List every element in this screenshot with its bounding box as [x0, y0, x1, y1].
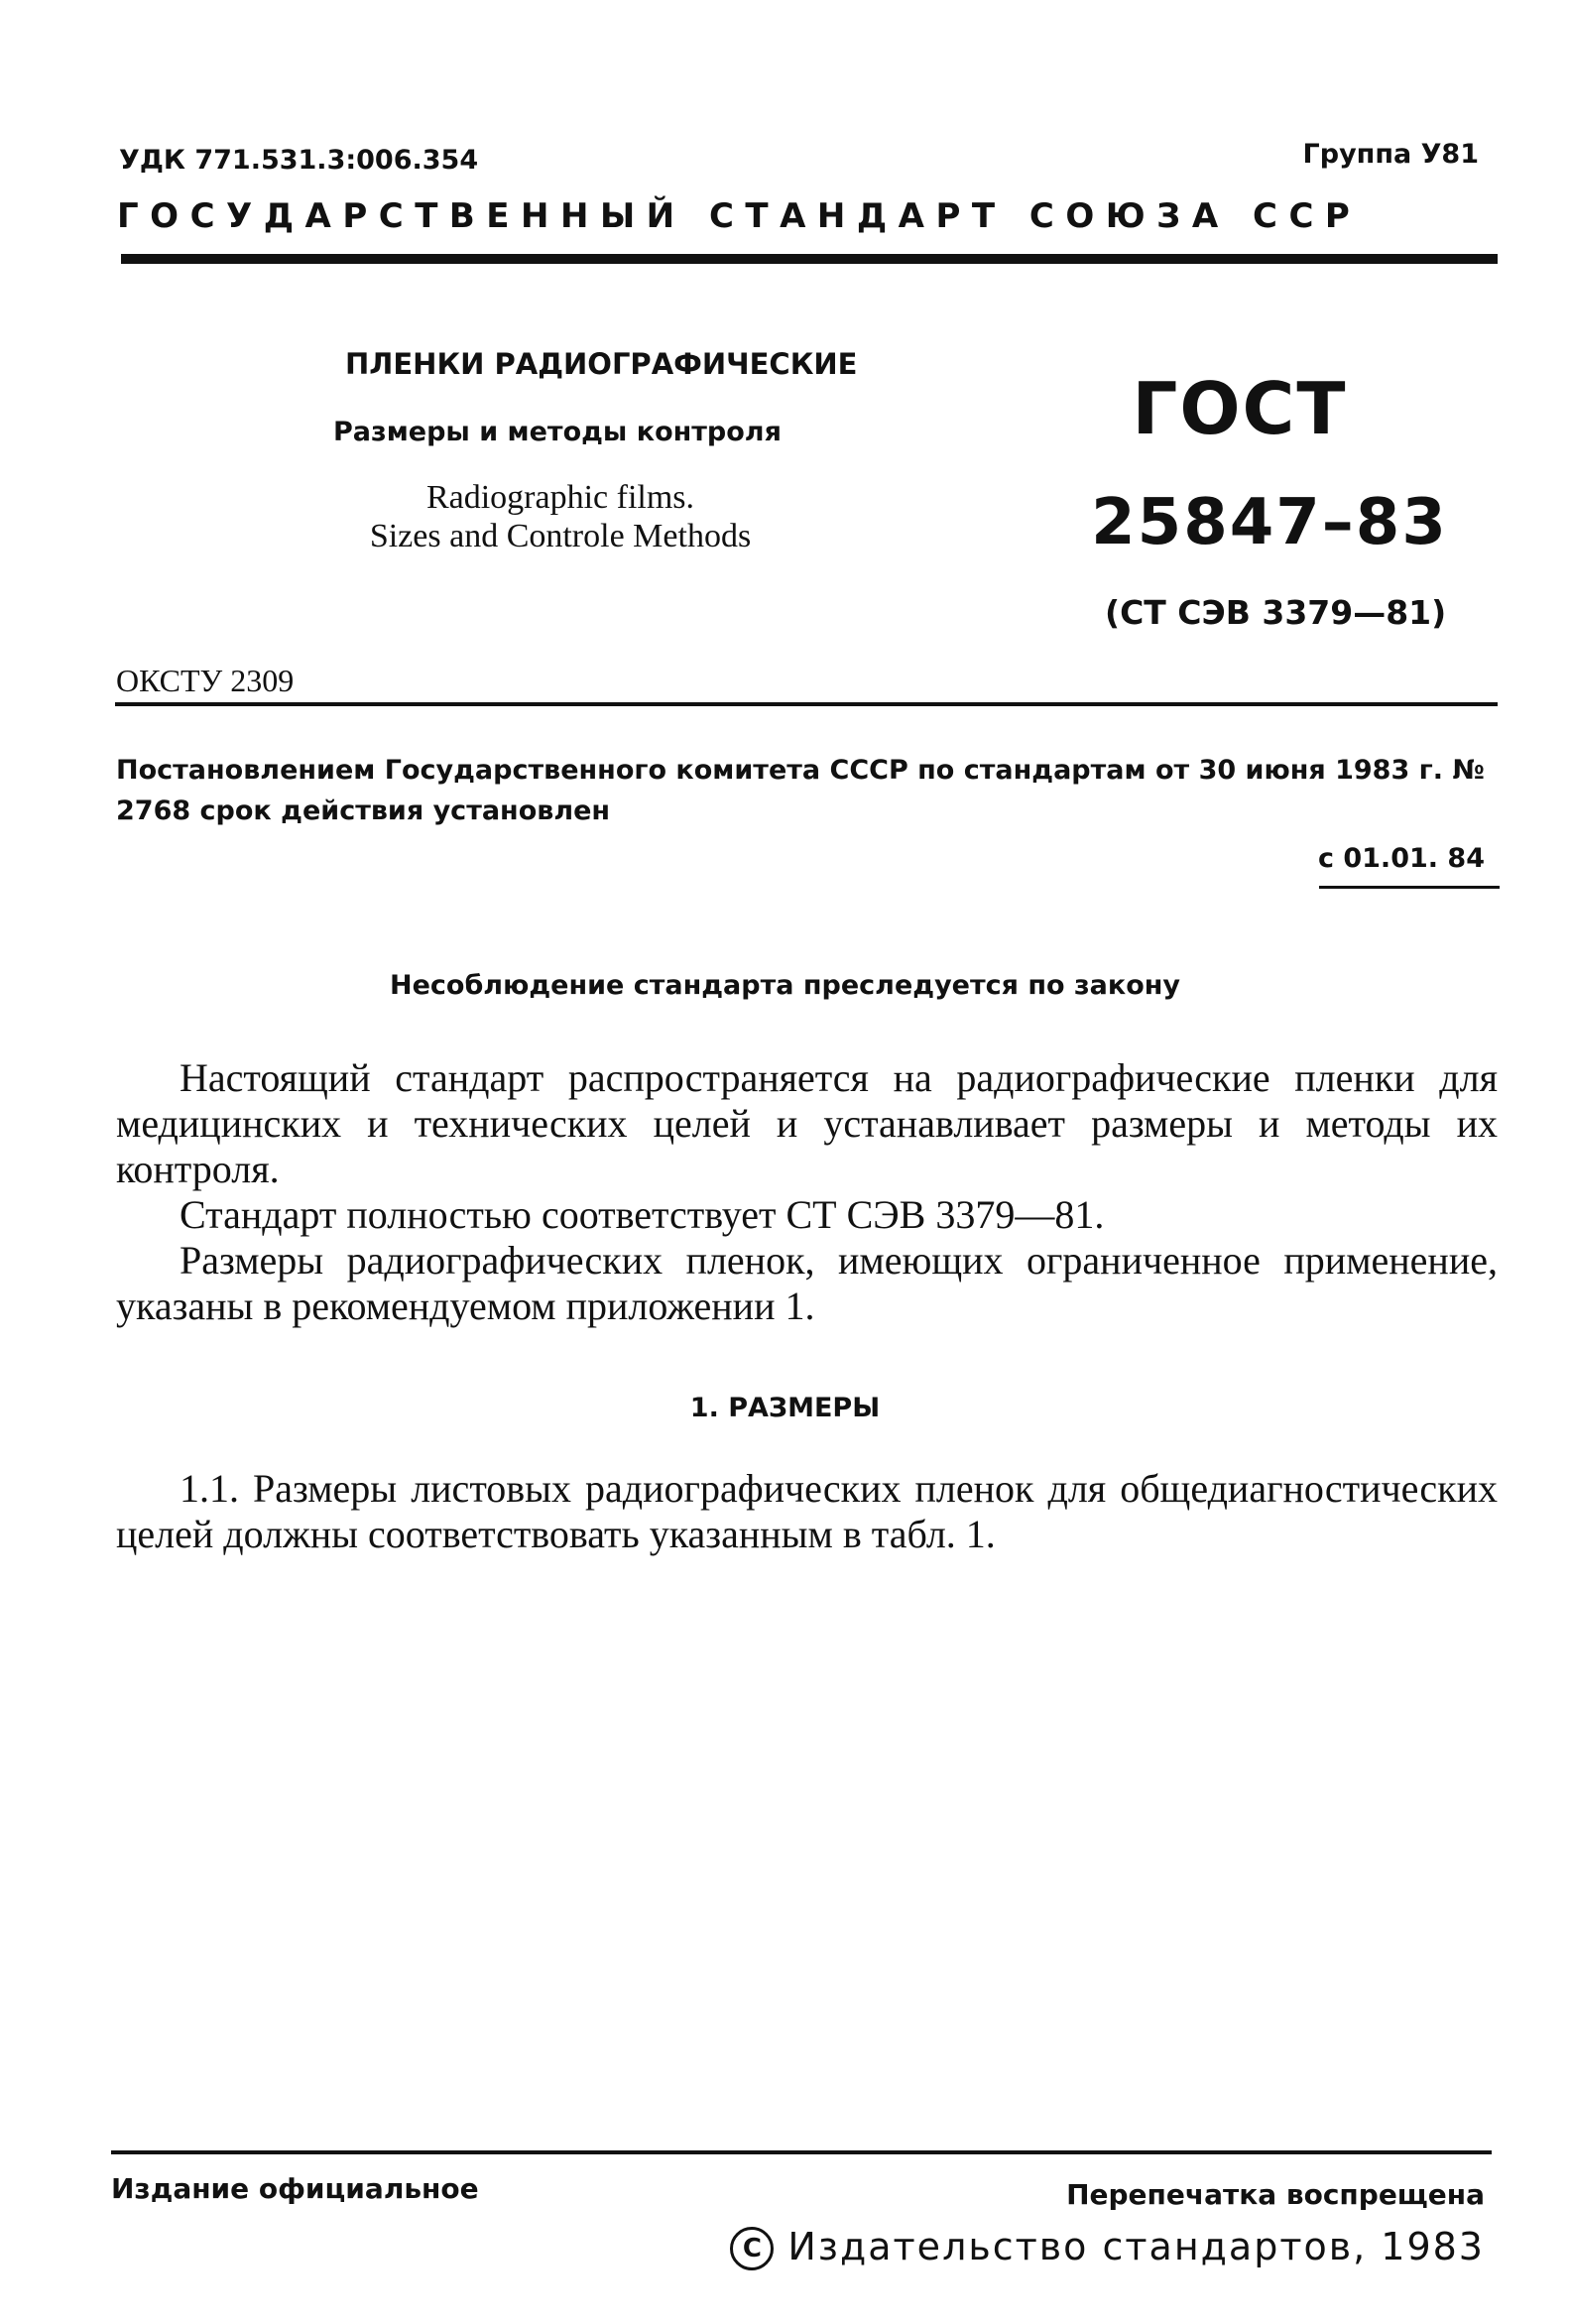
publisher-name: Издательство стандартов, 1983	[787, 2225, 1485, 2268]
body-paragraph-conformity: Стандарт полностью соответствует СТ СЭВ 3379—81.	[180, 1192, 1105, 1237]
clause-1-1: 1.1. Размеры листовых радиографических пленок для общедиагностических целей должны соответствовать указанным в табл. 1.	[116, 1466, 1498, 1556]
reprint-notice: Перепечатка воспрещена	[1066, 2178, 1485, 2211]
footer-divider	[111, 2150, 1492, 2154]
body-paragraph-scope: Настоящий стандарт распространяется на радиографические пленки для медицинских и технических целей и устанавливает размеры и методы их контроля.	[116, 1055, 1498, 1191]
document-title-ru: ПЛЕНКИ РАДИОГРАФИЧЕСКИЕ	[345, 347, 858, 381]
document-title-en	[317, 478, 803, 555]
gost-label: ГОСТ	[1132, 367, 1348, 450]
effective-date: с 01.01. 84	[1317, 843, 1485, 874]
section-heading-sizes: 1. РАЗМЕРЫ	[689, 1393, 881, 1423]
udk-code: УДК 771.531.3:006.354	[119, 145, 479, 176]
gost-number: 25847–83	[1091, 486, 1448, 559]
body-paragraph-limited-use: Размеры радиографических пленок, имеющих ограниченное применение, указаны в рекомендуемом приложении 1.	[116, 1238, 1498, 1328]
header-divider	[121, 254, 1498, 264]
title-en-line-1: Radiographic films.	[425, 479, 695, 516]
st-sev-reference: (СТ СЭВ 3379—81)	[1105, 593, 1447, 632]
resolution-text: Постановлением Государственного комитета СССР по стандартам от 30 июня 1983 г. № 2768 срок действия установлен	[116, 755, 1485, 826]
non-observance-notice: Несоблюдение стандарта преследуется по закону	[389, 970, 1181, 1001]
copyright-icon: C	[730, 2227, 774, 2270]
title-en-line-2: Sizes and Controle Methods	[369, 518, 752, 554]
document-subtitle-ru: Размеры и методы контроля	[333, 417, 782, 447]
okstu-code: ОКСТУ 2309	[116, 663, 295, 698]
state-standard-heading: ГОСУДАРСТВЕННЫЙ СТАНДАРТ СОЮЗА ССР	[117, 196, 1362, 236]
publisher-line	[730, 2225, 1485, 2270]
effective-date-underline	[1319, 886, 1500, 889]
group-code: Группа У81	[1302, 139, 1479, 170]
okstu-divider	[115, 702, 1498, 706]
official-edition-label: Издание официальное	[111, 2172, 479, 2205]
